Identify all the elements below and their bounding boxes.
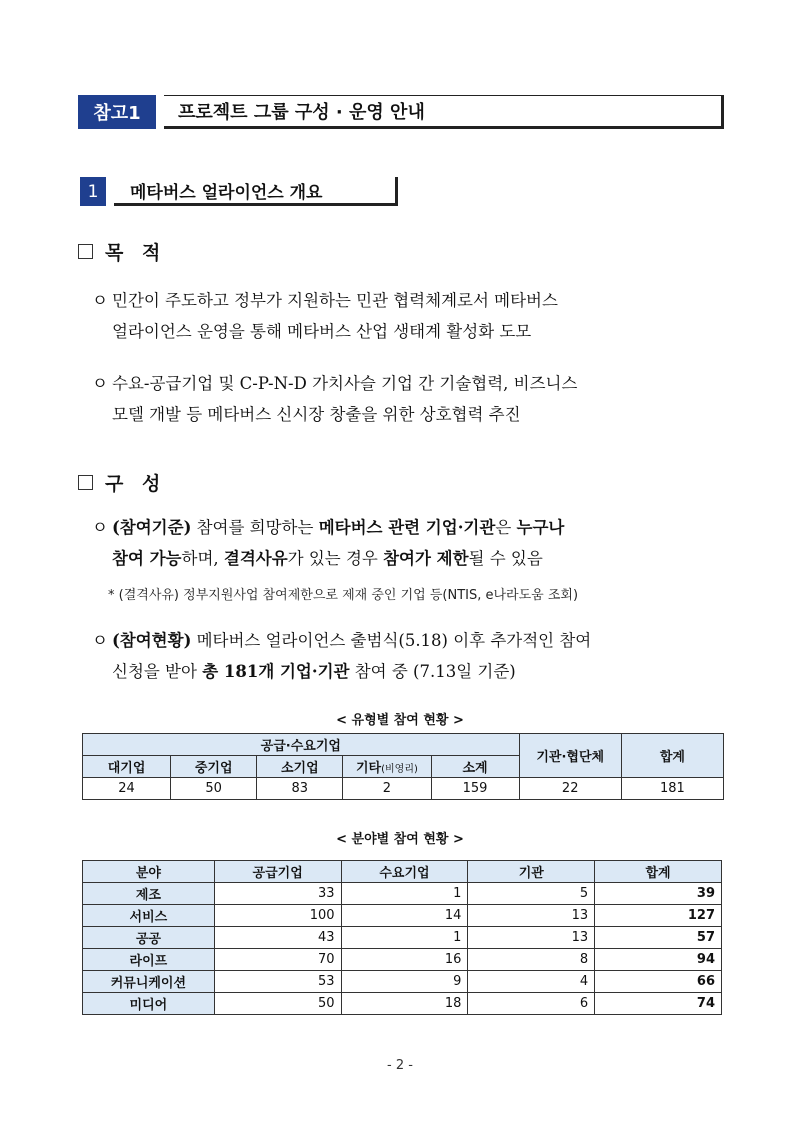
bullet-text: 하며, <box>181 549 224 568</box>
table-cell: 83 <box>257 778 343 800</box>
bullet-text: 메타버스 관련 기업·기관 <box>318 518 496 537</box>
bullet-text: 총 181개 기업·기관 <box>202 662 350 681</box>
col-header: 대기업 <box>83 756 171 778</box>
page-number: - 2 - <box>387 1058 413 1073</box>
bullet-text: (참여현황) <box>112 631 192 650</box>
col-header-subtext: (비영리) <box>381 764 418 775</box>
type-table <box>82 733 724 800</box>
row-header: 서비스 <box>83 905 215 927</box>
table-cell: 18 <box>341 993 468 1015</box>
row-header: 커뮤니케이션 <box>83 971 215 993</box>
purpose-heading <box>78 238 166 265</box>
col-header: 중기업 <box>171 756 257 778</box>
bullet-text: 은 <box>495 518 517 537</box>
table-cell: 22 <box>519 778 621 800</box>
table-cell: 100 <box>214 905 341 927</box>
col-header: 분야 <box>83 861 215 883</box>
table-cell: 66 <box>595 971 722 993</box>
section-number: 1 <box>80 177 106 206</box>
table-cell: 127 <box>595 905 722 927</box>
row-header: 라이프 <box>83 949 215 971</box>
table-cell: 50 <box>214 993 341 1015</box>
col-header <box>343 756 431 778</box>
bullet-text: 민간이 주도하고 정부가 지원하는 민관 협력체계로서 메타버스 <box>112 291 558 310</box>
table-cell: 53 <box>214 971 341 993</box>
table-cell: 6 <box>468 993 595 1015</box>
table-cell: 9 <box>341 971 468 993</box>
col-header-text: 기타 <box>355 761 382 776</box>
bullet-text: (참여기준) <box>112 518 192 537</box>
table-cell: 159 <box>431 778 519 800</box>
table-cell: 24 <box>83 778 171 800</box>
table1-caption: < 유형별 참여 현황 > <box>336 713 464 728</box>
table-row <box>83 971 722 993</box>
bullet-text: 누구나 <box>516 518 565 537</box>
section-title-text: 메타버스 얼라이언스 개요 <box>130 182 323 203</box>
table-cell: 4 <box>468 971 595 993</box>
square-bullet-icon <box>78 475 93 490</box>
table-row <box>83 927 722 949</box>
composition-bullet-2 <box>92 625 591 687</box>
col-header: 기관 <box>468 861 595 883</box>
section-title <box>114 177 398 206</box>
table-cell: 8 <box>468 949 595 971</box>
footnote: * (결격사유) 정부지원사업 참여제한으로 제재 중인 기업 등(NTIS, e나라도움 조회) <box>108 588 579 603</box>
bullet-text: 신청을 받아 <box>112 662 203 681</box>
table-cell: 14 <box>341 905 468 927</box>
table-cell: 13 <box>468 927 595 949</box>
square-bullet-icon <box>78 244 93 259</box>
table-cell: 70 <box>214 949 341 971</box>
page-title-text: 프로젝트 그룹 구성 · 운영 안내 <box>178 102 425 123</box>
table-cell: 16 <box>341 949 468 971</box>
composition-bullet-1 <box>92 512 564 574</box>
table-cell: 39 <box>595 883 722 905</box>
circle-bullet-icon: ㅇ <box>92 291 108 310</box>
table-cell: 43 <box>214 927 341 949</box>
circle-bullet-icon: ㅇ <box>92 631 108 650</box>
table-row <box>83 778 724 800</box>
table-row <box>83 993 722 1015</box>
table-cell: 94 <box>595 949 722 971</box>
purpose-bullet-2 <box>92 368 577 430</box>
org-header: 기관·협단체 <box>519 734 621 778</box>
purpose-bullet-1 <box>92 285 558 347</box>
group-header: 공급·수요기업 <box>83 734 520 756</box>
table-cell: 1 <box>341 883 468 905</box>
col-header: 수요기업 <box>341 861 468 883</box>
table-row <box>83 883 722 905</box>
row-header: 제조 <box>83 883 215 905</box>
bullet-text: 결격사유 <box>223 549 288 568</box>
bullet-text: 참여 가능 <box>112 549 182 568</box>
table-cell: 5 <box>468 883 595 905</box>
table2-caption: < 분야별 참여 현황 > <box>336 832 464 847</box>
page-title <box>164 95 724 129</box>
table-cell: 33 <box>214 883 341 905</box>
table-row <box>83 905 722 927</box>
col-header: 합계 <box>595 861 722 883</box>
col-header: 소기업 <box>257 756 343 778</box>
field-table <box>82 860 722 1015</box>
total-header: 합계 <box>621 734 723 778</box>
table-cell: 74 <box>595 993 722 1015</box>
composition-heading <box>78 469 166 496</box>
bullet-text: 될 수 있음 <box>468 549 543 568</box>
bullet-text: 참여 중 (7.13일 기준) <box>349 662 516 681</box>
row-header: 미디어 <box>83 993 215 1015</box>
row-header: 공공 <box>83 927 215 949</box>
table-cell: 2 <box>343 778 431 800</box>
reference-badge: 참고1 <box>78 95 156 129</box>
bullet-text: 참여가 제한 <box>383 549 469 568</box>
table-cell: 1 <box>341 927 468 949</box>
bullet-text: 메타버스 얼라이언스 출범식(5.18) 이후 추가적인 참여 <box>191 631 592 650</box>
circle-bullet-icon: ㅇ <box>92 518 108 537</box>
circle-bullet-icon: ㅇ <box>92 374 108 393</box>
col-header: 소계 <box>431 756 519 778</box>
bullet-text: 수요-공급기업 및 C-P-N-D 가치사슬 기업 간 기술협력, 비즈니스 <box>112 374 578 393</box>
bullet-text: 참여를 희망하는 <box>191 518 319 537</box>
bullet-text: 얼라이언스 운영을 통해 메타버스 산업 생태계 활성화 도모 <box>112 322 532 341</box>
table-cell: 50 <box>171 778 257 800</box>
bullet-text: 모델 개발 등 메타버스 신시장 창출을 위한 상호협력 추진 <box>112 405 521 424</box>
table-row <box>83 949 722 971</box>
table-cell: 57 <box>595 927 722 949</box>
table-cell: 181 <box>621 778 723 800</box>
table-cell: 13 <box>468 905 595 927</box>
composition-heading-text: 구 성 <box>105 473 167 495</box>
col-header: 공급기업 <box>214 861 341 883</box>
purpose-heading-text: 목 적 <box>105 242 167 264</box>
bullet-text: 가 있는 경우 <box>287 549 384 568</box>
